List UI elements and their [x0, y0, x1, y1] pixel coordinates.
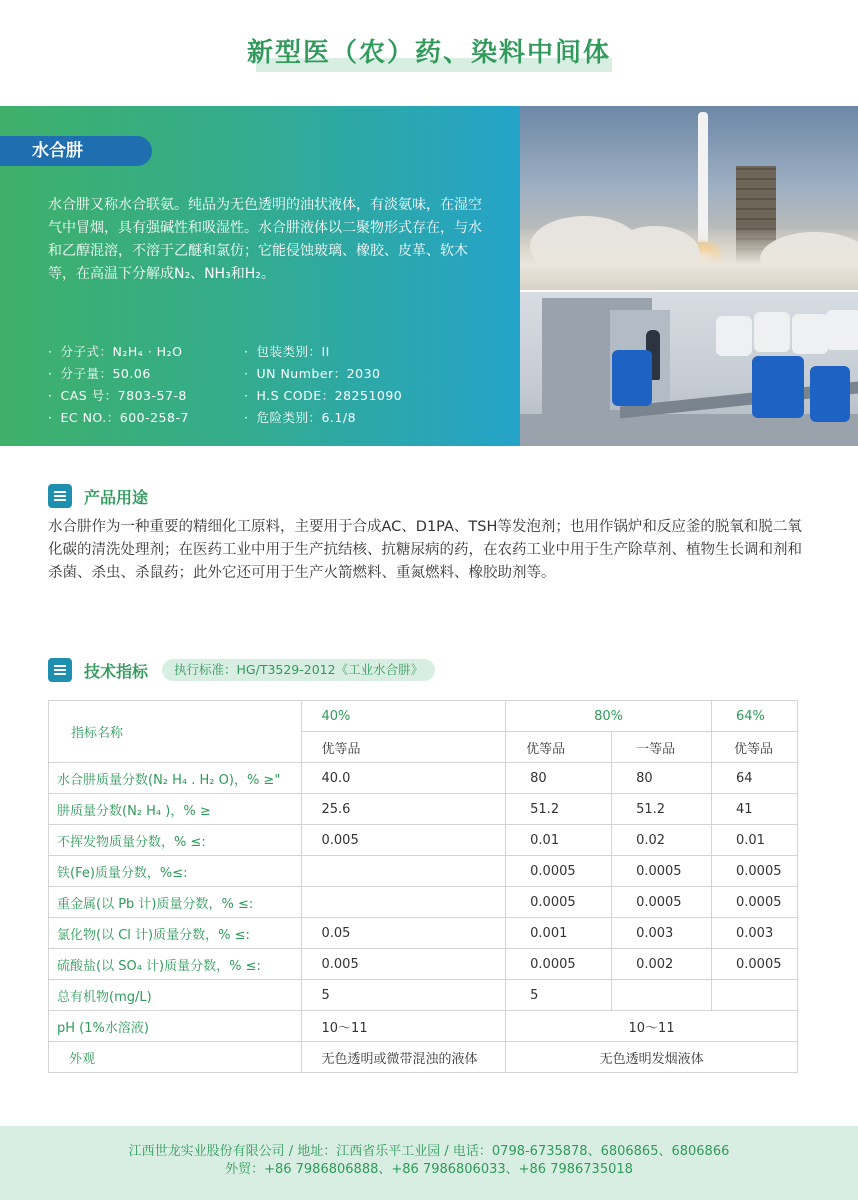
cell: 0.003: [712, 918, 798, 949]
cell: 0.0005: [612, 887, 712, 918]
table-row: [49, 980, 798, 1011]
header-80: 80%: [506, 701, 712, 732]
cell: 0.001: [506, 918, 612, 949]
spec-text: H.S CODE：28251090: [256, 388, 403, 403]
spec-text: 包装类别：II: [256, 344, 330, 359]
cell: [712, 980, 798, 1011]
cell: 80: [612, 763, 712, 794]
spec-text: 危险类别：6.1/8: [256, 410, 357, 425]
photo-divider: [520, 290, 858, 292]
cell: 0.0005: [712, 949, 798, 980]
bullet: ·: [244, 410, 249, 425]
row-name: 不挥发物质量分数，% ≤:: [49, 825, 302, 856]
table-row: [49, 794, 798, 825]
table-header-row: [49, 701, 798, 732]
cell: 80: [506, 763, 612, 794]
row-name: 氯化物(以 Cl 计)质量分数，% ≤:: [49, 918, 302, 949]
material-bag: [716, 316, 752, 356]
header-name: 指标名称: [49, 701, 302, 763]
spec-un: [244, 364, 380, 382]
cell: 0.0005: [506, 856, 612, 887]
spec-formula: [48, 342, 182, 360]
spec-text: UN Number：2030: [256, 366, 381, 381]
row-name: 重金属(以 Pb 计)质量分数，% ≤:: [49, 887, 302, 918]
row-name: 硫酸盐(以 SO₄ 计)质量分数，% ≤:: [49, 949, 302, 980]
cell: 0.005: [301, 825, 506, 856]
rocket: [698, 112, 708, 242]
bullet: ·: [48, 410, 53, 425]
grade-40: 优等品: [301, 732, 506, 763]
cell: 0.02: [612, 825, 712, 856]
factory-floor: [520, 414, 858, 446]
cell: 0.0005: [506, 887, 612, 918]
footer-trade: 外贸：+86 7986806888、+86 7986806033、+86 7986735018: [225, 1162, 633, 1177]
bullet: ·: [48, 388, 53, 403]
product-description: 水合肼又称水合联氨。纯品为无色透明的油状液体，有淡氨味，在湿空气中冒烟，具有强碱性和吸湿性。水合肼液体以二聚物形式存在，与水和乙醇混溶，不溶于乙醚和氯仿；它能侵蚀玻璃、橡胶、皮革、软木等，在高温下分解成N₂、NH₃和H₂。: [48, 197, 482, 282]
cell: 5: [301, 980, 506, 1011]
cell: 64: [712, 763, 798, 794]
cell: 0.005: [301, 949, 506, 980]
cell: 0.01: [506, 825, 612, 856]
spec-cas: [48, 386, 187, 404]
cell: 41: [712, 794, 798, 825]
bullet: ·: [244, 344, 249, 359]
cell: [301, 856, 506, 887]
list-icon: [48, 658, 72, 682]
spec-text: 分子式：N₂H₄ · H₂O: [60, 344, 183, 359]
bullet: ·: [244, 388, 249, 403]
table-row: [49, 856, 798, 887]
spec-hs: [244, 386, 402, 404]
cell: 0.01: [712, 825, 798, 856]
standard-badge: 执行标准：HG/T3529-2012《工业水合肼》: [162, 659, 435, 681]
spec-package: [244, 342, 330, 360]
spec-weight: [48, 364, 151, 382]
spec-text: EC NO.：600-258-7: [60, 410, 189, 425]
cell: 0.003: [612, 918, 712, 949]
rocket-launch-photo: [520, 106, 858, 290]
usage-heading: [48, 484, 148, 508]
spec-text: 分子量：50.06: [60, 366, 151, 381]
header-40: 40%: [301, 701, 506, 732]
row-name: 肼质量分数(N₂ H₄ )，% ≥: [49, 794, 302, 825]
cell: 51.2: [506, 794, 612, 825]
page-title: 新型医（农）药、染料中间体: [246, 38, 611, 68]
blue-drum: [612, 350, 652, 406]
technical-title: 技术指标: [84, 661, 149, 681]
cell: 0.0005: [712, 856, 798, 887]
hero-band: [0, 106, 858, 446]
footer: [0, 1126, 858, 1200]
footer-contact: 江西世龙实业股份有限公司 / 地址：江西省乐平工业园 / 电话：0798-6735878、6806865、6806866: [128, 1144, 730, 1159]
usage-title: 产品用途: [84, 487, 149, 507]
table-row: [49, 949, 798, 980]
material-bag: [826, 310, 858, 350]
cell: 无色透明或微带混浊的液体: [301, 1042, 506, 1073]
row-name: 外观: [49, 1042, 302, 1073]
spec-table: [48, 700, 798, 1073]
page-title-wrap: [0, 32, 858, 69]
cell: 0.002: [612, 949, 712, 980]
hero-info-panel: [0, 106, 520, 446]
table-row-ph: [49, 1011, 798, 1042]
smoke-layer: [520, 226, 858, 290]
cell: 0.0005: [612, 856, 712, 887]
product-name-tag: 水合肼: [0, 136, 152, 166]
bullet: ·: [48, 344, 53, 359]
spec-ec: [48, 408, 189, 426]
document-icon: [48, 484, 72, 508]
cell: 5: [506, 980, 612, 1011]
cell: 25.6: [301, 794, 506, 825]
bullet: ·: [48, 366, 53, 381]
material-bag: [792, 314, 828, 354]
cell: [612, 980, 712, 1011]
grade-80b: 一等品: [612, 732, 712, 763]
usage-text: 水合肼作为一种重要的精细化工原料，主要用于合成AC、D1PA、TSH等发泡剂；也用作锅炉和反应釜的脱氧和脱二氧化碳的清洗处理剂；在医药工业中用于生产抗结核、抗糖尿病的药，在农药工业中用于生产除草剂、植物生长调和剂和杀菌、杀虫、杀鼠药；此外它还可用于生产火箭燃料、重氮燃料、橡胶助剂等。: [48, 519, 802, 581]
cell: 0.0005: [506, 949, 612, 980]
material-bag: [754, 312, 790, 352]
table-row: [49, 918, 798, 949]
factory-photo: [520, 290, 858, 446]
table-row: [49, 825, 798, 856]
row-name: 水合肼质量分数(N₂ H₄ . H₂ O)，% ≥": [49, 763, 302, 794]
table-row: [49, 887, 798, 918]
cell: 40.0: [301, 763, 506, 794]
table-row: [49, 763, 798, 794]
cell: 10～11: [506, 1011, 798, 1042]
cell: 0.05: [301, 918, 506, 949]
spec-hazard: [244, 408, 356, 426]
cell: 无色透明发烟液体: [506, 1042, 798, 1073]
grade-80a: 优等品: [506, 732, 612, 763]
bullet: ·: [244, 366, 249, 381]
hero-photos: [520, 106, 858, 446]
blue-drum: [752, 356, 804, 418]
grade-64: 优等品: [712, 732, 798, 763]
cell: 10～11: [301, 1011, 506, 1042]
cell: [301, 887, 506, 918]
row-name: 总有机物(mg/L): [49, 980, 302, 1011]
cell: 51.2: [612, 794, 712, 825]
header-64: 64%: [712, 701, 798, 732]
row-name: 铁(Fe)质量分数，%≤:: [49, 856, 302, 887]
table-row-appearance: [49, 1042, 798, 1073]
spec-text: CAS 号：7803-57-8: [60, 388, 187, 403]
row-name: pH (1%水溶液): [49, 1011, 302, 1042]
technical-heading: [48, 658, 435, 682]
blue-drum: [810, 366, 850, 422]
cell: 0.0005: [712, 887, 798, 918]
